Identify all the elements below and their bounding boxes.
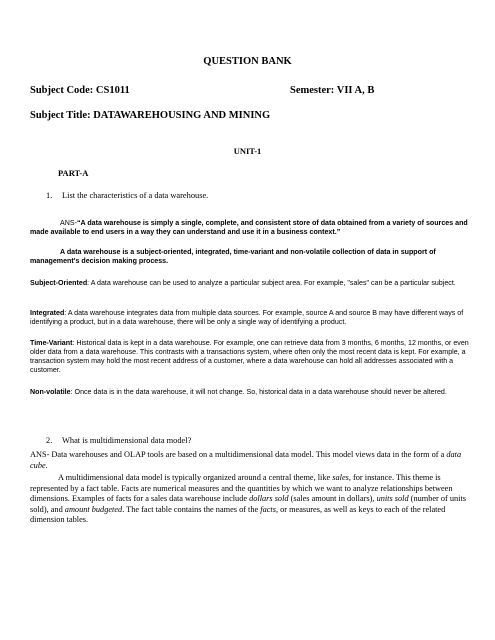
emphasis: amount budgeted (64, 504, 123, 514)
emphasis: facts (260, 504, 276, 514)
question-number: 2. (46, 436, 53, 445)
text-run: A multidimensional data model is typically organized around a central theme, like (58, 473, 333, 482)
question-text: What is multidimensional data model? (62, 436, 192, 445)
answer-text: ANS- Data warehouses and OLAP tools are based on a multidimensional data model. This model views data in the form of a (30, 450, 447, 459)
emphasis: units sold (376, 494, 409, 504)
text-run: , for instance. This theme is represented by a fact table. Facts are numerical measures and the quantities by which we want to analyze relationships between dimensions. Examples of facts for a sales data warehouse include (30, 473, 453, 504)
answer-1-quote (30, 219, 470, 237)
term: Integrated (30, 309, 65, 317)
question-text: List the characteristics of a data warehouse. (62, 191, 209, 200)
answer-2-intro (30, 450, 470, 471)
characteristic-subject-oriented (30, 279, 470, 288)
emphasis: dollars sold (249, 494, 289, 504)
question-number: 1. (46, 191, 53, 200)
text-run: (number of units sold), and (30, 494, 466, 514)
subject-code: Subject Code: CS1011 (30, 85, 130, 96)
text-run: , or measures, as well as keys to each of the related dimension tables. (30, 504, 446, 525)
page-title: QUESTION BANK (203, 56, 292, 67)
term: Subject-Oriented (30, 279, 88, 287)
unit-heading: UNIT-1 (233, 146, 262, 156)
characteristic-integrated (30, 309, 470, 327)
part-heading: PART-A (58, 168, 89, 178)
answer-quote: “A data warehouse is simply a single, complete, and consistent store of data obtained from a variety of sources and made available to end users in a way they can understand and use it in a business context.” (30, 219, 468, 236)
term-text: : Historical data is kept in a data warehouse. For example, one can retrieve data from 3 months, 6 months, 12 months, or even older data from a data warehouse. This contrasts with a transactions system, where often only the most recent data is kept. For example, a transaction system may hold the most recent address of a customer, where a data warehouse can hold all addresses associated with a customer. (30, 339, 469, 374)
term: Non-volatile (30, 388, 71, 396)
answer-text-end: . (45, 460, 48, 470)
text-run: . The fact table contains the names of the (122, 504, 261, 514)
answer-2-paragraph (30, 473, 470, 526)
term-text: : A data warehouse integrates data from multiple data sources. For example, source A and source B may have different ways of identifying a product, but in a data warehouse, there will be only a single way of identifying a product. (30, 309, 464, 326)
answer-prefix: ANS- (60, 219, 77, 227)
question-2 (46, 436, 346, 448)
text-run: (sales amount in dollars), (288, 494, 377, 504)
term-text: : Once data is in the data warehouse, it will not change. So, historical data in a data warehouse should never be altered. (70, 388, 447, 396)
term-text: : A data warehouse can be used to analyze a particular subject area. For example, "sales" can be a particular subject. (87, 279, 456, 287)
subject-title: Subject Title: DATAWAREHOUSING AND MINING (30, 110, 271, 121)
emphasis: sales (332, 473, 349, 482)
question-1 (46, 191, 346, 203)
characteristic-non-volatile (30, 388, 470, 397)
term: Time-Variant (30, 339, 73, 347)
definition-text: A data warehouse is a subject-oriented, integrated, time-variant and non-volatile collection of data in support of management's decision making process. (30, 248, 436, 265)
emphasis: data cube (30, 450, 462, 470)
characteristic-time-variant (30, 339, 470, 375)
answer-1-definition (30, 248, 470, 266)
semester: Semester: VII A, B (290, 85, 375, 96)
